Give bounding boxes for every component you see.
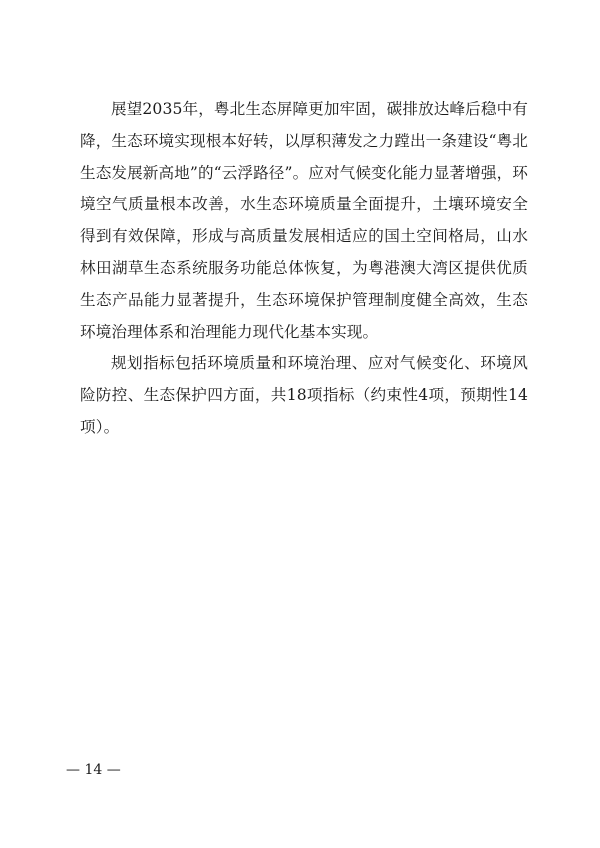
- body-text: [80, 94, 528, 444]
- paragraph-planning-indicators: 规划指标包括环境质量和环境治理、应对气候变化、环境风险防控、生态保护四方面，共18项指标（约束性4项，预期性14项）。: [80, 354, 528, 436]
- page-number: — 14 —: [66, 762, 121, 778]
- paragraph-vision-2035: 展望2035年，粤北生态屏障更加牢固，碳排放达峰后稳中有降，生态环境实现根本好转，以厚积薄发之力蹚出一条建设“粤北生态发展新高地”的“云浮路径”。应对气候变化能力显著增强，环境空气质量根本改善，水生态环境质量全面提升，土壤环境安全得到有效保障，形成与高质量发展相适应的国土空间格局，山水林田湖草生态系统服务功能总体恢复，为粤港澳大湾区提供优质生态产品能力显著提升，生态环境保护管理制度健全高效，生态环境治理体系和治理能力现代化基本实现。: [80, 100, 528, 341]
